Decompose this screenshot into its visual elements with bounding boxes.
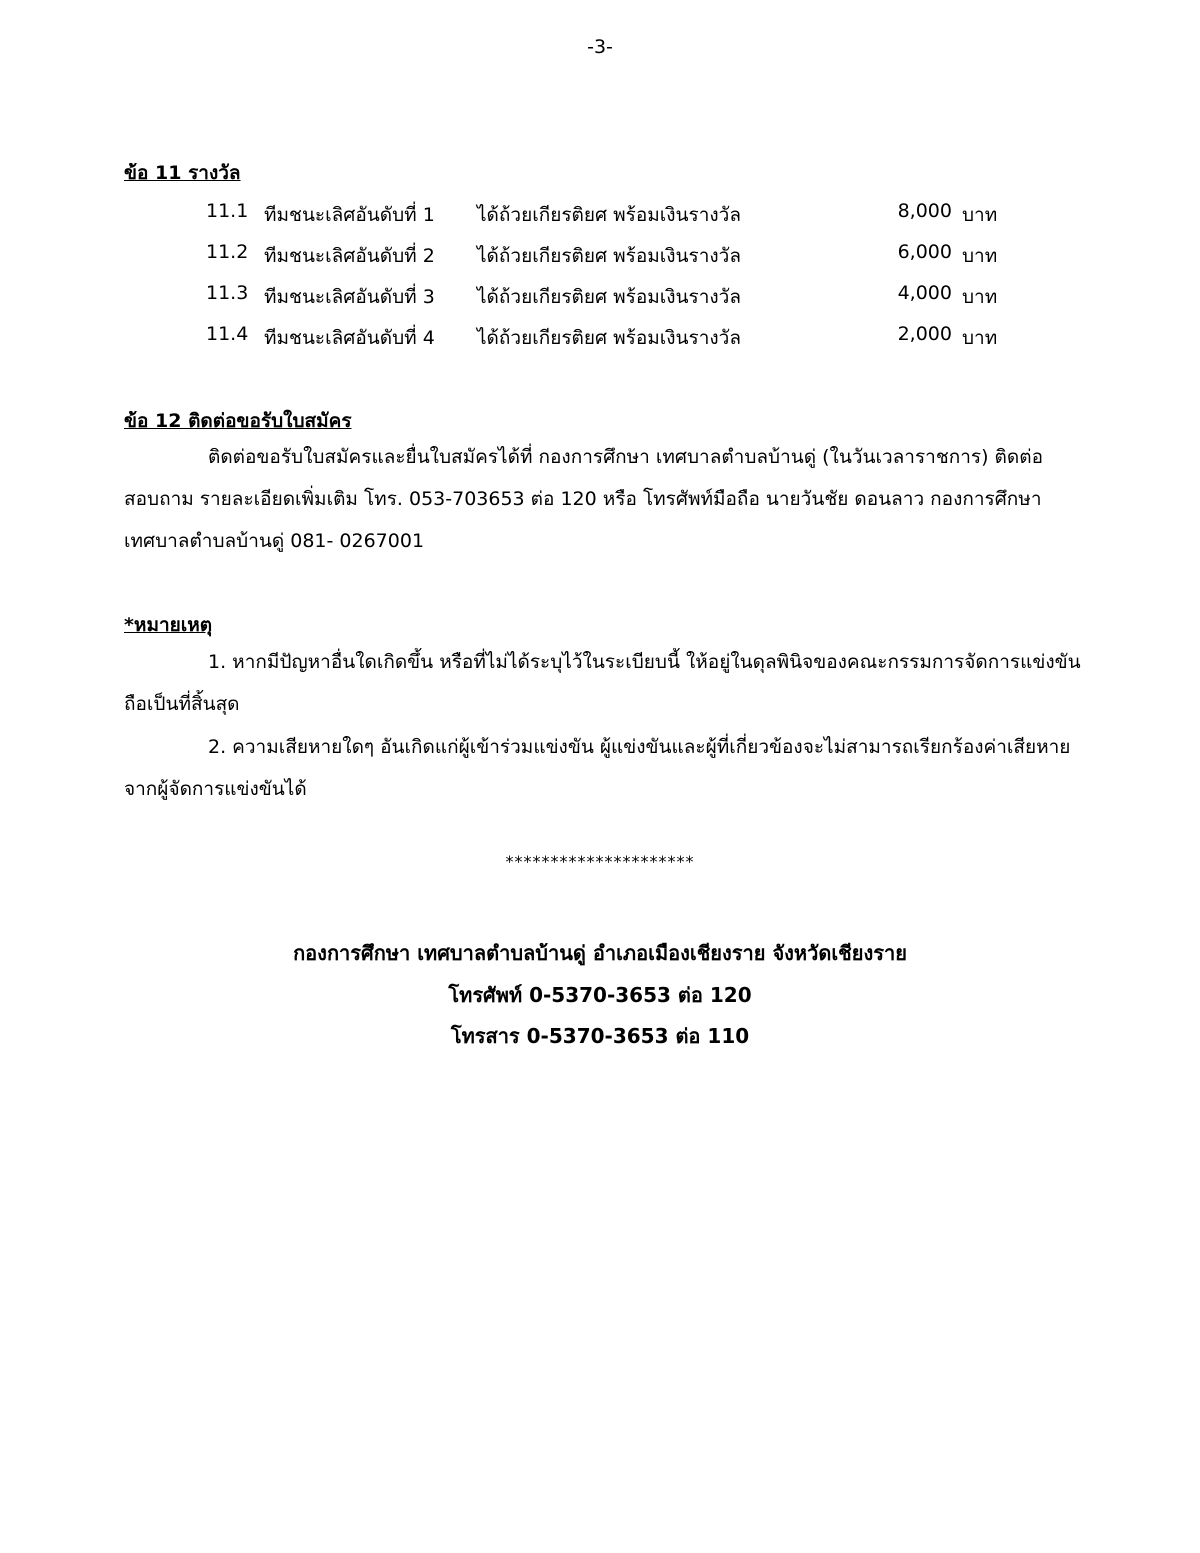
prize-place: ทีมชนะเลิศอันดับที่ 2 [264,245,435,267]
prize-number: 11.1 [206,200,249,222]
prize-row [0,241,1200,271]
prize-place: ทีมชนะเลิศอันดับที่ 1 [264,204,435,226]
footer-organization: กองการศึกษา เทศบาลตำบลบ้านดู่ อำเภอเมืองเชียงราย จังหวัดเชียงราย [293,941,907,965]
prize-amount: 2,000 [897,323,952,345]
prize-unit: บาท [962,204,998,226]
notes-heading: *หมายเหตุ [124,614,213,636]
prize-number: 11.3 [206,282,249,304]
prize-award: ได้ถ้วยเกียรติยศ พร้อมเงินรางวัล [477,327,741,349]
prize-place: ทีมชนะเลิศอันดับที่ 3 [264,286,435,308]
prize-award: ได้ถ้วยเกียรติยศ พร้อมเงินรางวัล [477,286,741,308]
prize-row [0,282,1200,312]
prize-amount: 4,000 [897,282,952,304]
prize-row [0,323,1200,353]
prize-number: 11.4 [206,323,249,345]
prize-award: ได้ถ้วยเกียรติยศ พร้อมเงินรางวัล [477,245,741,267]
prize-amount: 6,000 [897,241,952,263]
prize-unit: บาท [962,286,998,308]
section-11-heading: ข้อ 11 รางวัล [124,162,241,184]
contact-paragraph: ติดต่อขอรับใบสมัครและยื่นใบสมัครได้ที่ กองการศึกษา เทศบาลตำบลบ้านดู่ (ในวันเวลาราชการ) ติดต่อสอบถาม รายละเอียดเพิ่มเติม โทร. 053-703653 ต่อ 120 หรือ โทรศัพท์มือถือ นายวันชัย ดอนลาว กองการศึกษา เทศบาลตำบลบ้านดู่ 081- 0267001 [124,446,1043,552]
prize-place: ทีมชนะเลิศอันดับที่ 4 [264,327,435,349]
prize-unit: บาท [962,327,998,349]
footer-phone: โทรศัพท์ 0-5370-3653 ต่อ 120 [448,983,752,1007]
prize-number: 11.2 [206,241,249,263]
note-item: 1. หากมีปัญหาอื่นใดเกิดขึ้น หรือที่ไม่ได้ระบุไว้ในระเบียบนี้ ให้อยู่ในดุลพินิจของคณะกรรมการจัดการแข่งขัน ถือเป็นที่สิ้นสุด [124,651,1081,715]
page-number: -3- [587,36,613,58]
prize-row [0,200,1200,230]
prize-amount: 8,000 [897,200,952,222]
prize-award: ได้ถ้วยเกียรติยศ พร้อมเงินรางวัล [477,204,741,226]
note-item: 2. ความเสียหายใดๆ อันเกิดแก่ผู้เข้าร่วมแข่งขัน ผู้แข่งขันและผู้ที่เกี่ยวข้องจะไม่สามารถเรียกร้องค่าเสียหายจากผู้จัดการแข่งขันได้ [124,736,1071,800]
footer-fax: โทรสาร 0-5370-3653 ต่อ 110 [450,1024,750,1048]
section-12-heading: ข้อ 12 ติดต่อขอรับใบสมัคร [124,410,352,432]
prize-unit: บาท [962,245,998,267]
separator: ********************* [505,852,695,871]
